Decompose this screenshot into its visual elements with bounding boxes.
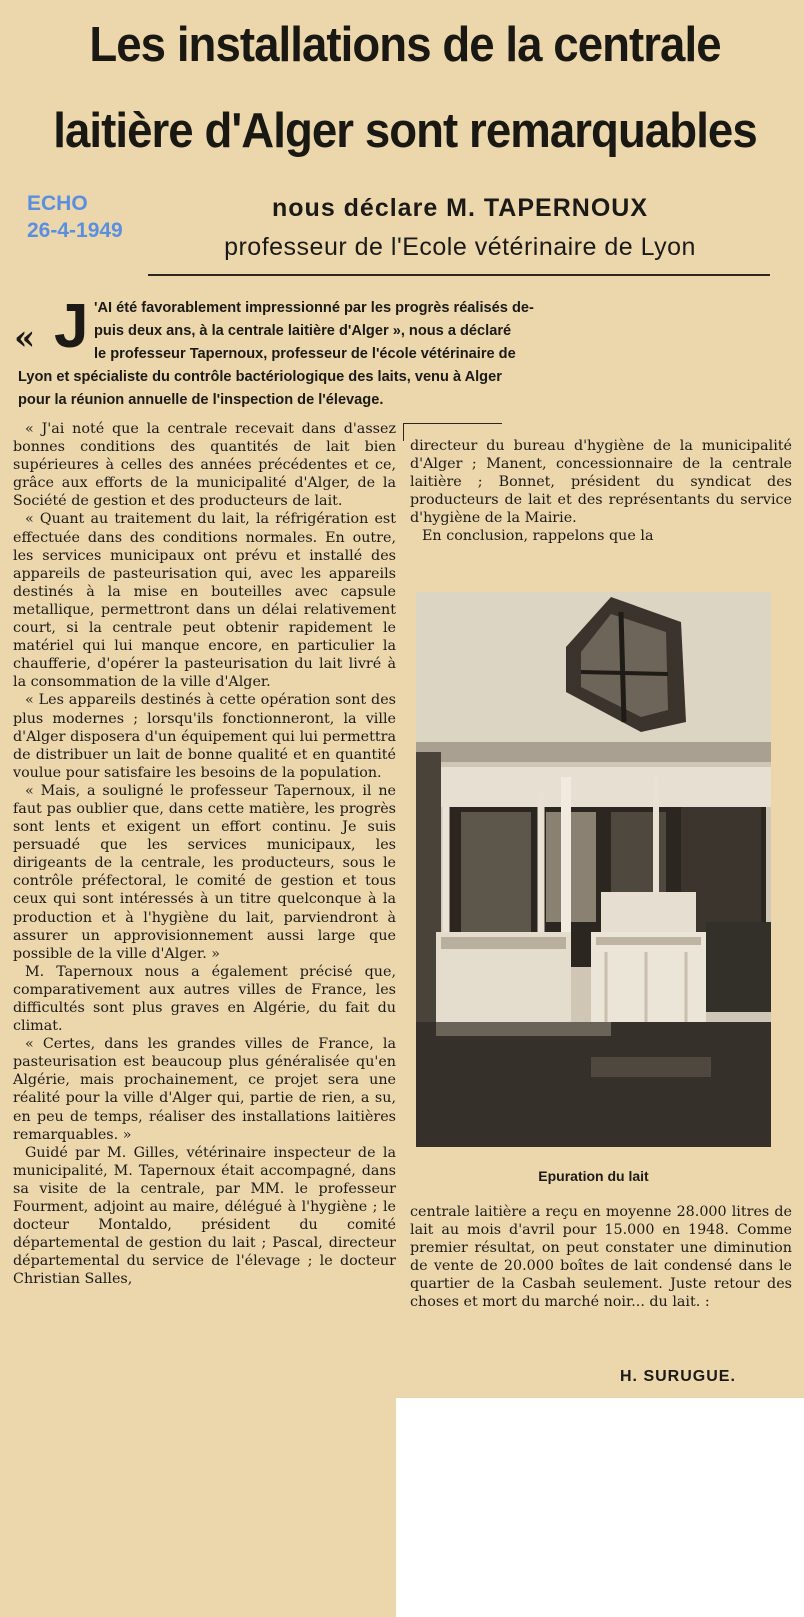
- paragraph: directeur du bureau d'hygiène de la municipalité d'Alger ; Manent, concessionnaire de la centrale laitière ; Bonnet, président du syndicat des producteurs de lait et des représentants du service d'hygiène de la Mairie.: [410, 438, 792, 527]
- paragraph: « Certes, dans les grandes villes de France, la pasteurisation est beaucoup plus généralisée qu'en Algérie, mais prochainement, ce projet sera une réalité pour la ville d'Alger qui, partie de rien, a su, en peu de temps, réaliser des installations laitières remarquables. »: [13, 1036, 396, 1143]
- author-signature: H. SURUGUE.: [620, 1368, 736, 1385]
- lead-paragraph: [18, 297, 787, 412]
- paragraph: M. Tapernoux nous a également précisé que, comparativement aux autres villes de France, les difficultés sont plus graves en Algérie, du fait du climat.: [13, 963, 396, 1035]
- paragraph: « Mais, a souligné le professeur Tapernoux, il ne faut pas oublier que, dans cette matière, les progrès sont lents et exigent un effort continu. Je suis persuadé que les services municipaux, les dirigeants de la centrale, les producteurs, sous le contrôle préfectoral, le comité de gestion et tous ceux qui sont intéressés à un titre quelconque à la production et à l'hygiène du lait, parviendront à assurer un approvisionnement aussi large que possible de la ville d'Alger. »: [13, 782, 396, 962]
- headline-divider: [148, 274, 770, 276]
- lead-quote-mark: «: [14, 318, 36, 358]
- column-separator-tick: [403, 423, 404, 441]
- lead-line: le professeur Tapernoux, professeur de l'école vétérinaire de: [94, 346, 516, 362]
- paragraph: « J'ai noté que la centrale recevait dans d'assez bonnes conditions des quantités de lait bien supérieures à celles des années précédentes et ce, grâce aux efforts de la municipalité d'Alger, de la Société de gestion et des producteurs de lait.: [13, 421, 396, 510]
- right-column-bottom: [410, 1203, 792, 1312]
- lead-line: Lyon et spécialiste du contrôle bactériologique des laits, venu à Alger: [18, 369, 502, 385]
- headline-line-2: laitière d'Alger sont remarquables: [53, 104, 757, 158]
- left-column: [13, 420, 396, 1289]
- paragraph: « Quant au traitement du lait, la réfrigération est effectuée dans des conditions normales. En outre, les services municipaux ont prévu et installé des appareils de pasteurisation qui, avec les appareils destinés à la mise en bouteilles avec capsule metallique, permettront dans un délai relativement court, si la centrale peut obtenir rapidement le matériel qui lui manque encore, en particulier la chaufferie, d'opérer la pasteurisation du lait livré à la consommation de la ville d'Alger.: [13, 511, 396, 691]
- subtitle: professeur de l'Ecole vétérinaire de Lyon: [224, 233, 696, 261]
- paragraph: centrale laitière a reçu en moyenne 28.000 litres de lait au mois d'avril pour 15.000 en 1948. Comme premier résultat, on peut constater une diminution de vente de 20.000 boîtes de lait condensé dans le quartier de la Casbah seulement. Juste retour des choses et mort du marché noir... du lait. :: [410, 1204, 792, 1311]
- paragraph: « Les appareils destinés à cette opération sont des plus modernes ; lorsqu'ils fonctionneront, la ville d'Alger disposera d'un équipement qui lui permettra de distribuer un lait de bonne qualité et en quantité voulue pour satisfaire les besoins de la population.: [13, 692, 396, 781]
- subhead: nous déclare M. TAPERNOUX: [272, 194, 648, 222]
- source-stamp: [27, 190, 123, 244]
- stamp-date: 26-4-1949: [27, 219, 123, 242]
- newspaper-clipping-tail: [0, 1398, 396, 1617]
- right-column-top: [410, 437, 792, 546]
- stamp-source: ECHO: [27, 192, 88, 215]
- lead-line: 'AI été favorablement impressionné par les progrès réalisés de-: [94, 300, 534, 316]
- photo-caption: Epuration du lait: [538, 1168, 649, 1184]
- lead-line: puis deux ans, à la centrale laitière d'Alger », nous a déclaré: [94, 323, 512, 339]
- headline-line-1: Les installations de la centrale: [89, 18, 721, 72]
- lead-line: pour la réunion annuelle de l'inspection de l'élevage.: [18, 392, 384, 408]
- dairy-equipment-photo: [416, 592, 771, 1147]
- lead-dropcap: J: [54, 292, 89, 361]
- column-separator: [404, 423, 502, 424]
- paragraph: Guidé par M. Gilles, vétérinaire inspecteur de la municipalité, M. Tapernoux était accompagné, dans sa visite de la centrale, par MM. le professeur Fourment, adjoint au maire, délégué à l'hygiène ; le docteur Montaldo, président du comité départemental de gestion du lait ; Pascal, directeur départemental du service de l'élevage ; le docteur Christian Salles,: [13, 1144, 396, 1288]
- photo-illustration: [416, 592, 771, 1147]
- paragraph: En conclusion, rappelons que la: [422, 528, 654, 545]
